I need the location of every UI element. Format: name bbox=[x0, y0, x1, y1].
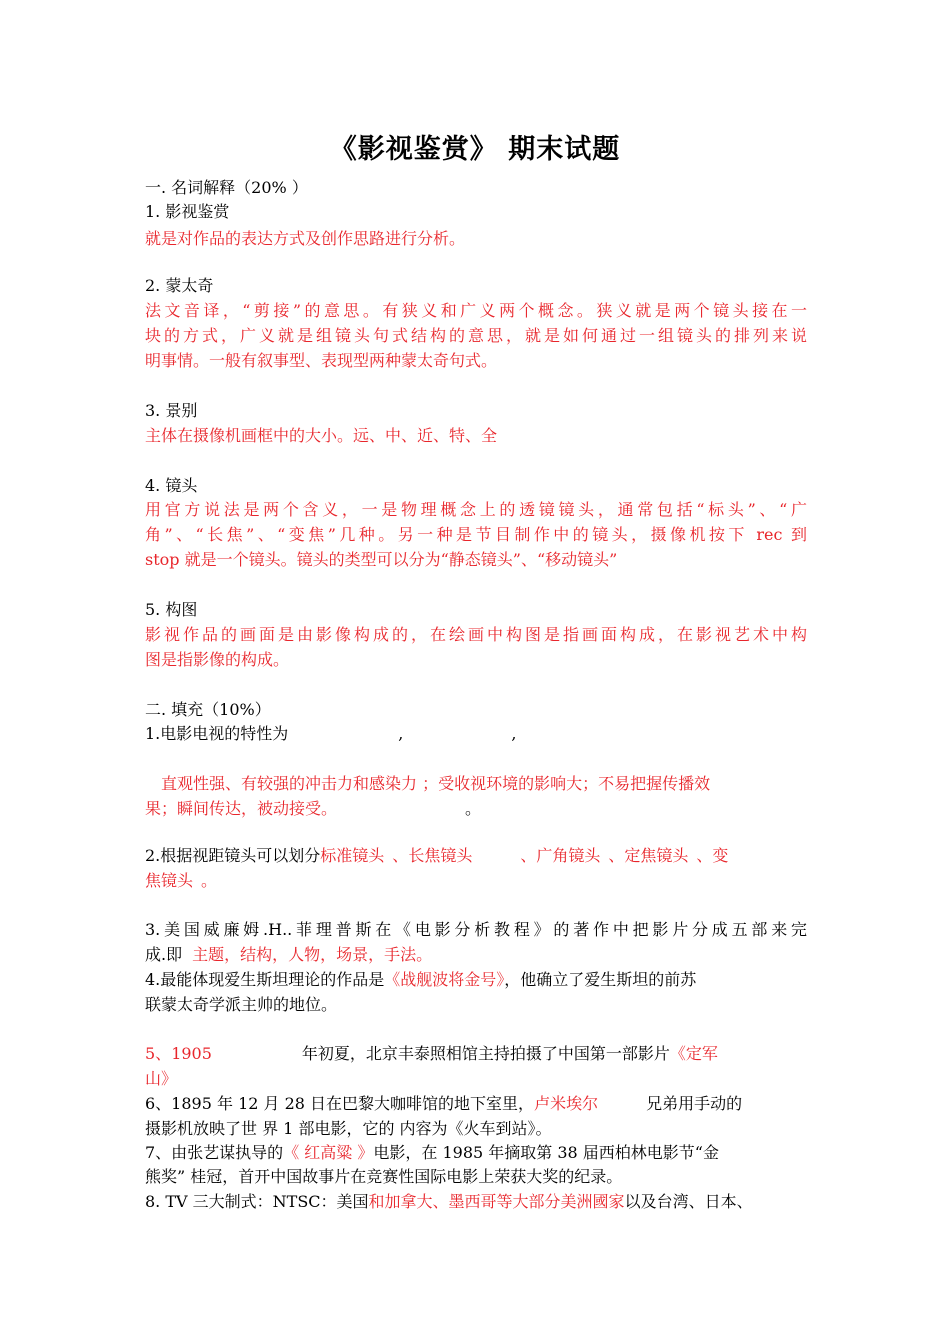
fill-2-answer-4: 定焦镜头 bbox=[624, 846, 689, 865]
fill-5-answer-year: 1905 bbox=[171, 1044, 212, 1063]
fill-1-comma-1: , bbox=[398, 724, 404, 743]
section-1-heading: 一. 名词解释（20% ） bbox=[145, 178, 308, 197]
fill-7-line-1 bbox=[145, 1140, 719, 1165]
fill-6-suffix: 兄弟用手动的 bbox=[646, 1094, 743, 1113]
fill-2-sep-1: 、 bbox=[392, 846, 409, 865]
fill-1-prompt bbox=[145, 721, 516, 746]
fill-1-comma-2: , bbox=[511, 724, 517, 743]
fill-2-prompt: 2.根据视距镜头可以划分 bbox=[145, 846, 321, 865]
fill-2-answer-3: 广角镜头 bbox=[536, 846, 601, 865]
fill-4-line-2: 联蒙太奇学派主帅的地位。 bbox=[145, 995, 338, 1014]
fill-5-answer-film-a: 《定军 bbox=[669, 1044, 718, 1063]
fill-5-prefix: 5、 bbox=[145, 1044, 172, 1063]
term-2-answer-line-1: 法文音译，“剪接”的意思。有狭义和广义两个概念。狭义就是两个镜头接在一 bbox=[145, 301, 807, 320]
fill-8-prefix: 8. TV 三大制式：NTSC：美国 bbox=[145, 1192, 369, 1211]
fill-2-answer-5b: 焦镜头 bbox=[145, 871, 194, 890]
fill-5-line-2: 山》 bbox=[145, 1069, 178, 1088]
fill-7-line-2: 熊奖” 桂冠，首开中国故事片在竞赛性国际电影上荣获大奖的纪录。 bbox=[145, 1167, 623, 1186]
term-1-label: 1. 影视鉴赏 bbox=[145, 202, 230, 221]
fill-4-answer: 《战舰波将金号》 bbox=[384, 970, 505, 989]
fill-7-prefix: 7、由张艺谋执导的 bbox=[145, 1143, 284, 1162]
fill-3-answer: 主题，结构，人物，场景，手法 bbox=[192, 945, 417, 964]
fill-5-middle: 年初夏，北京丰泰照相馆主持拍摄了中国第一部影片 bbox=[301, 1044, 670, 1063]
term-4-answer-line-3: stop 就是一个镜头。镜头的类型可以分为“静态镜头”、“移动镜头” bbox=[145, 550, 618, 569]
fill-2-sep-2: 、 bbox=[520, 846, 537, 865]
fill-2-answer-5a: 变 bbox=[712, 846, 729, 865]
fill-3-prefix: 成.即 bbox=[145, 945, 183, 964]
fill-8-answer: 和加拿大、墨西哥等大部分美洲國家 bbox=[368, 1192, 625, 1211]
section-2-heading: 二. 填充（10%） bbox=[145, 700, 271, 719]
fill-1-prompt-text: 1.电影电视的特性为 bbox=[145, 724, 289, 743]
fill-3-end: 。 bbox=[416, 945, 433, 964]
fill-3-line-2 bbox=[145, 942, 432, 967]
fill-2-line-1 bbox=[145, 843, 728, 868]
term-2-label: 2. 蒙太奇 bbox=[145, 276, 214, 295]
fill-4-line-1 bbox=[145, 967, 696, 992]
term-1-answer: 就是对作品的表达方式及创作思路进行分析。 bbox=[145, 229, 466, 248]
fill-7-suffix: 电影，在 1985 年摘取第 38 届西柏林电影节“金 bbox=[373, 1143, 719, 1162]
fill-5-line-1 bbox=[145, 1041, 718, 1066]
term-4-answer-line-2: 角”、“长焦”、“变焦”几种。另一种是节目制作中的镜头，摄像机按下 rec 到 bbox=[145, 525, 807, 544]
fill-6-answer: 卢米埃尔 bbox=[534, 1094, 599, 1113]
fill-2-answer-1: 标准镜头 bbox=[320, 846, 385, 865]
fill-2-sep-4: 、 bbox=[696, 846, 713, 865]
term-5-label: 5. 构图 bbox=[145, 600, 198, 619]
term-4-answer-line-1: 用官方说法是两个含义，一是物理概念上的透镜镜头，通常包括“标头”、“广 bbox=[145, 500, 807, 519]
term-5-answer-line-1: 影视作品的画面是由影像构成的，在绘画中构图是指画面构成，在影视艺术中构 bbox=[145, 625, 807, 644]
fill-4-suffix: ，他确立了爱生斯坦的前苏 bbox=[504, 970, 697, 989]
fill-1-end: 。 bbox=[465, 799, 482, 818]
fill-6-line-1 bbox=[145, 1091, 742, 1116]
fill-2-end: 。 bbox=[201, 871, 218, 890]
fill-2-sep-3: 、 bbox=[608, 846, 625, 865]
fill-7-answer: 《 红高粱 》 bbox=[283, 1143, 374, 1162]
term-4-label: 4. 镜头 bbox=[145, 476, 198, 495]
fill-1-answer-line-1: 直观性强、有较强的冲击力和感染力 ；受收视环境的影响大；不易把握传播效 bbox=[161, 774, 711, 793]
term-3-answer: 主体在摄像机画框中的大小。远、中、近、特、全 bbox=[145, 426, 498, 445]
fill-3-line-1: 3.美国威廉姆.H..菲理普斯在《电影分析教程》的著作中把影片分成五部来完 bbox=[145, 920, 807, 939]
term-3-label: 3. 景别 bbox=[145, 401, 198, 420]
fill-8-line-1 bbox=[145, 1189, 753, 1214]
fill-2-line-2 bbox=[145, 868, 217, 893]
term-2-answer-line-2: 块的方式，广义就是组镜头句式结构的意思，就是如何通过一组镜头的排列来说 bbox=[145, 326, 807, 345]
fill-8-suffix: 以及台湾、日本、 bbox=[624, 1192, 753, 1211]
term-5-answer-line-2: 图是指影像的构成。 bbox=[145, 650, 290, 669]
fill-1-answer-line-2 bbox=[145, 796, 481, 821]
fill-6-line-2: 摄影机放映了世 界 1 部电影，它的 内容为《火车到站》。 bbox=[145, 1119, 552, 1138]
fill-2-answer-2: 长焦镜头 bbox=[408, 846, 473, 865]
term-2-answer-line-3: 明事情。一般有叙事型、表现型两种蒙太奇句式。 bbox=[145, 351, 498, 370]
fill-6-prefix: 6、1895 年 12 月 28 日在巴黎大咖啡馆的地下室里， bbox=[145, 1094, 535, 1113]
fill-1-answer-line-2-text: 果；瞬间传达，被动接受。 bbox=[145, 799, 338, 818]
fill-4-prefix: 4.最能体现爱生斯坦理论的作品是 bbox=[145, 970, 385, 989]
page-title: 《影视鉴赏》 期末试题 bbox=[329, 134, 621, 165]
